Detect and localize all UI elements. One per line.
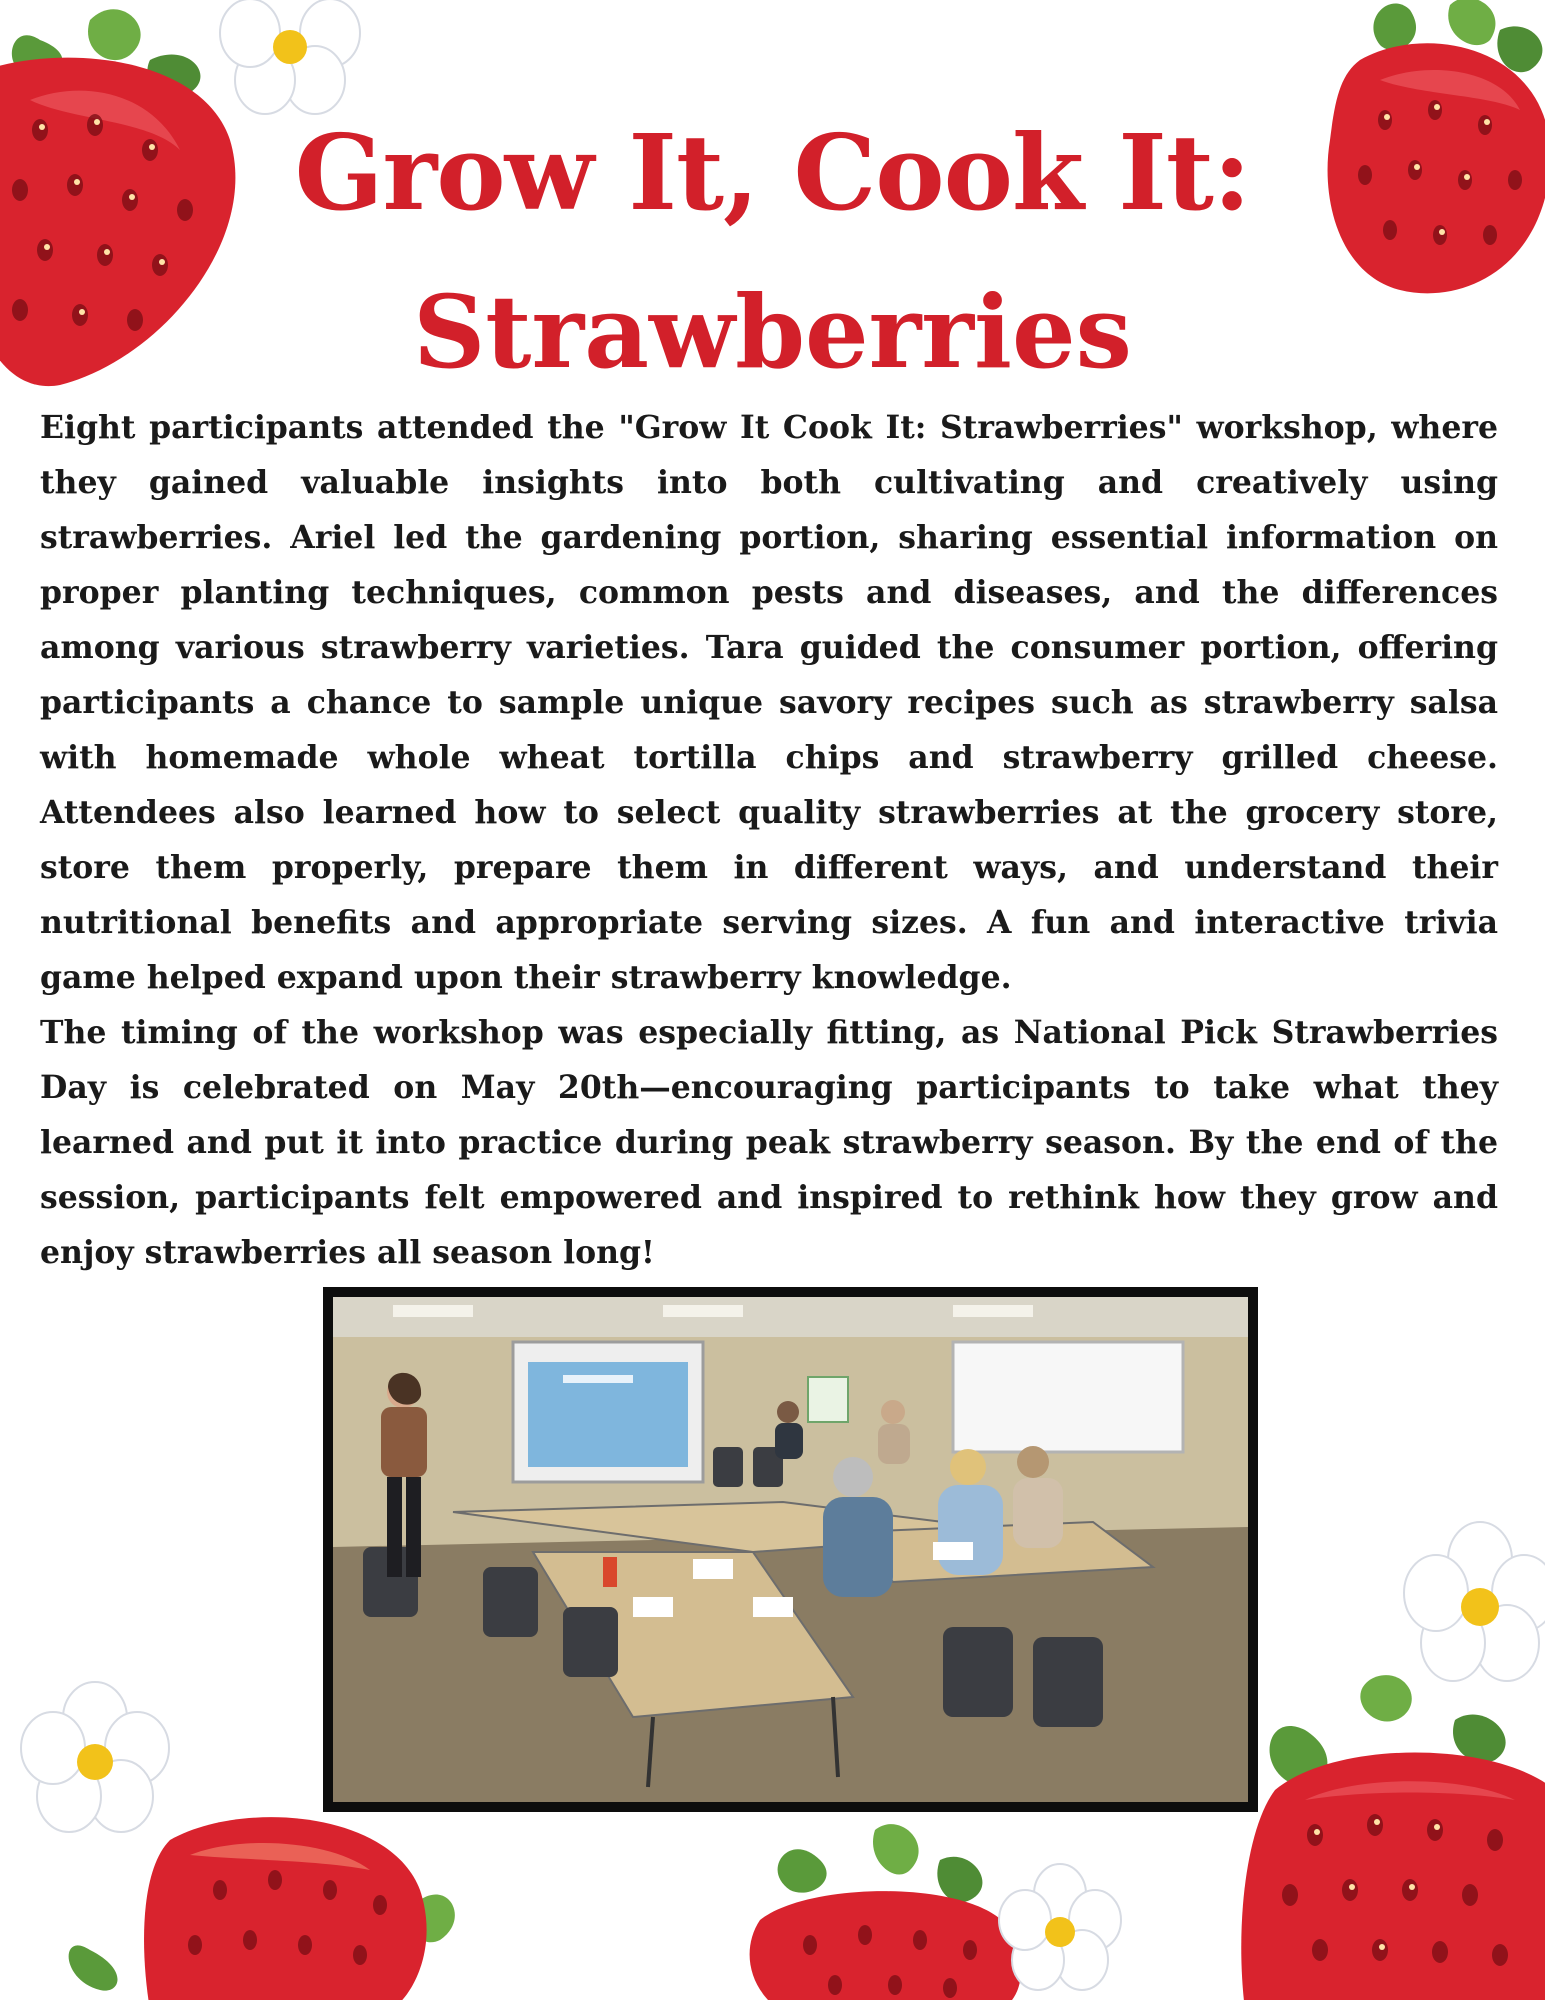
strawberry-icon [750, 1891, 1021, 2000]
flower-icon [999, 1864, 1121, 1990]
leaf-icon [778, 1824, 983, 1902]
article-paragraph-2: The timing of the workshop was especially fitting, as National Pick Strawberries Day is celebrated on May 20th—encouraging participants to take what they learned and put it into practice during peak strawberry season. By the end of the session, participants felt empowered and inspired to rethink how they grow and enjoy strawberries all season long! [40, 1014, 1498, 1271]
strawberry-icon [1328, 43, 1545, 293]
flower-icon [21, 1682, 169, 1832]
strawberry-bottom-right-illustration [1245, 1490, 1545, 2000]
strawberry-top-right-illustration [1300, 0, 1545, 330]
flower-icon [1404, 1522, 1545, 1681]
strawberry-bottom-left-illustration [0, 1690, 460, 2000]
strawberry-icon [1241, 1753, 1545, 2000]
photo-frame [323, 1287, 1258, 1812]
page-title-line-2: Strawberries [413, 273, 1132, 391]
article-body [40, 400, 1498, 1280]
strawberry-icon [144, 1817, 427, 2000]
article-paragraph-1: Eight participants attended the "Grow It Cook It: Strawberries" workshop, where they gained valuable insights into both cultivating and creatively using strawberries. Ariel led the gardening portion, sharing essential information on proper planting techniques, common pests and diseases, and the differences among various strawberry varieties. Tara guided the consumer portion, offering participants a chance to sample unique savory recipes such as strawberry salsa with homemade whole wheat tortilla chips and strawberry grilled cheese. Attendees also learned how to select quality strawberries at the grocery store, store them properly, prepare them in different ways, and understand their nutritional benefits and appropriate serving sizes. A fun and interactive trivia game helped expand upon their strawberry knowledge. [40, 409, 1498, 996]
flower-icon [220, 0, 360, 114]
page-title-line-1: Grow It, Cook It: [294, 111, 1251, 234]
strawberry-bottom-center-illustration [700, 1820, 1120, 2000]
workshop-room-photo [333, 1297, 1248, 1802]
strawberry-icon [0, 58, 235, 386]
